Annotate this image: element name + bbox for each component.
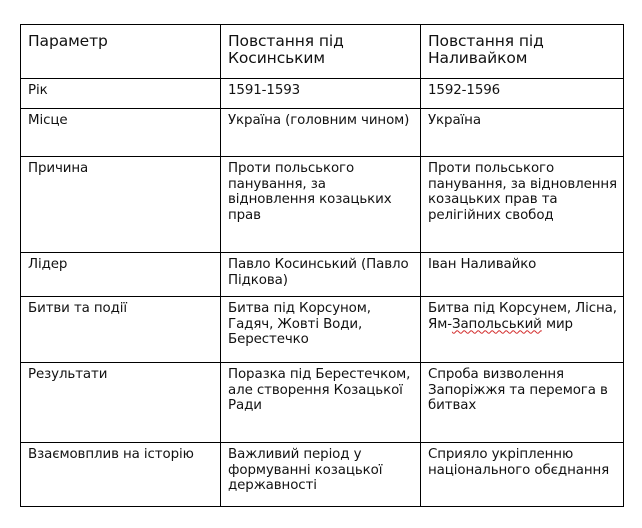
table-row: [21, 157, 624, 253]
kosynskyi-cell[interactable]: Проти польського панування, за відновлення козацьких прав: [221, 157, 421, 253]
nalyvaiko-cell[interactable]: 1592-1596: [421, 79, 624, 109]
kosynskyi-cell[interactable]: Важливий період у формуванні козацької державності: [221, 443, 421, 507]
nalyvaiko-cell[interactable]: Проти польського панування, за відновлення козацьких прав та релігійних свобод: [421, 157, 624, 253]
table-row: [21, 79, 624, 109]
kosynskyi-cell[interactable]: 1591-1593: [221, 79, 421, 109]
kosynskyi-cell[interactable]: Україна (головним чином): [221, 109, 421, 157]
param-cell[interactable]: Битви та події: [21, 297, 221, 363]
nalyvaiko-text-part: мир: [541, 316, 573, 332]
nalyvaiko-cell[interactable]: Сприяло укріпленню національного обєднання: [421, 443, 624, 507]
kosynskyi-cell[interactable]: Павло Косинський (Павло Підкова): [221, 253, 421, 297]
param-cell[interactable]: Місце: [21, 109, 221, 157]
table-row: [21, 253, 624, 297]
nalyvaiko-cell[interactable]: Іван Наливайко: [421, 253, 624, 297]
nalyvaiko-text-part: Битва під Корсунем, Лісна, Ям-: [428, 301, 617, 332]
param-cell[interactable]: Взаємовплив на історію: [21, 443, 221, 507]
param-cell[interactable]: Причина: [21, 157, 221, 253]
comparison-table: [20, 24, 624, 507]
param-cell[interactable]: Результати: [21, 363, 221, 443]
header-cell-kosynskyi[interactable]: Повстання під Косинським: [221, 25, 421, 79]
kosynskyi-cell[interactable]: Битва під Корсуном, Гадяч, Жовті Води, Берестечко: [221, 297, 421, 363]
nalyvaiko-cell[interactable]: Україна: [421, 109, 624, 157]
param-cell[interactable]: Рік: [21, 79, 221, 109]
nalyvaiko-cell[interactable]: [421, 297, 624, 363]
table-row: [21, 443, 624, 507]
table-row: [21, 363, 624, 443]
header-cell-nalyvaiko[interactable]: Повстання під Наливайком: [421, 25, 624, 79]
kosynskyi-cell[interactable]: Поразка під Берестечком, але створення Козацької Ради: [221, 363, 421, 443]
table-header-row: [21, 25, 624, 79]
header-cell-parameter[interactable]: Параметр: [21, 25, 221, 79]
spellcheck-underlined-word: Запольський: [451, 316, 542, 332]
table-row: [21, 109, 624, 157]
table-row: [21, 297, 624, 363]
param-cell[interactable]: Лідер: [21, 253, 221, 297]
nalyvaiko-cell[interactable]: Спроба визволення Запоріжжя та перемога в битвах: [421, 363, 624, 443]
